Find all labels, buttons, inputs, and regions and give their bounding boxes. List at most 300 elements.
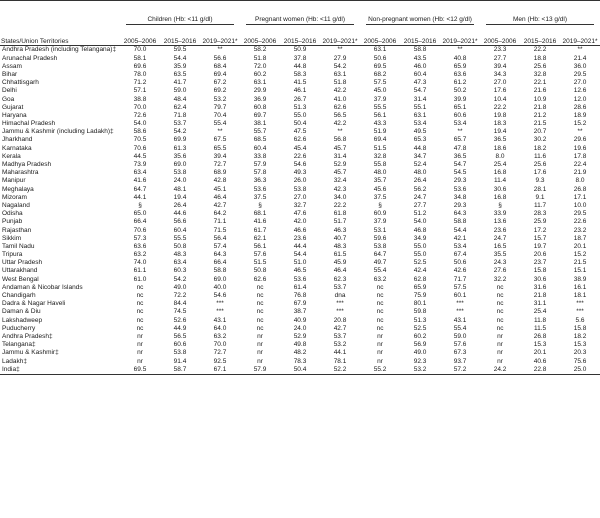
value-cell: 20.1 — [573, 242, 587, 250]
value-cell: 60.4 — [253, 144, 267, 152]
value-cell: 72.7 — [213, 161, 227, 169]
value-cell: 62.1 — [253, 234, 267, 242]
value-cell: 36.5 — [493, 136, 507, 144]
table-row — [0, 243, 600, 251]
table-row — [0, 218, 600, 226]
value-cell: 44.6 — [173, 210, 187, 218]
value-cell: 42.1 — [453, 234, 467, 242]
value-cell: 8.0 — [575, 177, 585, 185]
value-cell: 63.6 — [453, 70, 467, 78]
table-row — [0, 251, 600, 259]
year-header: 2019–2021* — [560, 25, 600, 46]
state-name-cell: Kerala — [2, 152, 21, 160]
value-cell: 43.1 — [453, 316, 467, 324]
value-cell: 25.0 — [560, 365, 600, 374]
state-name-cell: Meghalaya — [2, 185, 34, 193]
value-cell: 58.6 — [133, 128, 147, 136]
value-cell: nr — [377, 332, 383, 340]
value-cell: 17.1 — [573, 193, 587, 201]
table-row — [0, 283, 600, 291]
value-cell: 21.5 — [533, 120, 547, 128]
state-name-cell: Puducherry — [2, 324, 36, 332]
value-cell: 19.7 — [533, 242, 547, 250]
value-cell: 28.6 — [573, 103, 587, 111]
value-cell: 58.1 — [133, 54, 147, 62]
value-cell: 45.1 — [213, 185, 227, 193]
value-cell: 24.7 — [413, 193, 427, 201]
value-cell: 25.4 — [493, 161, 507, 169]
state-name-cell: Ladakh‡ — [2, 357, 27, 365]
state-name-cell: Jammu & Kashmir (including Ladakh)‡ — [2, 128, 114, 136]
table-row — [0, 112, 600, 120]
value-cell: 42.2 — [333, 87, 347, 95]
value-cell: 10.4 — [493, 95, 507, 103]
value-cell: 48.3 — [173, 251, 187, 259]
table-row — [0, 46, 600, 55]
value-cell: 15.3 — [533, 341, 547, 349]
value-cell: 65.5 — [213, 144, 227, 152]
value-cell: 29.6 — [573, 136, 587, 144]
year-header-row — [0, 25, 600, 46]
value-cell: nr — [137, 349, 143, 357]
value-cell: 93.7 — [453, 357, 467, 365]
value-cell: nc — [136, 324, 144, 332]
value-cell: 76.8 — [293, 292, 307, 300]
value-cell: nc — [376, 308, 384, 316]
year-header: 2015–2016 — [280, 25, 320, 46]
value-cell: 61.3 — [173, 144, 187, 152]
state-name-cell: Madhya Pradesh — [2, 161, 52, 169]
value-cell: 70.0 — [213, 341, 227, 349]
value-cell: 80.1 — [413, 300, 427, 308]
value-cell: 41.6 — [133, 177, 147, 185]
value-cell: 50.6 — [373, 54, 387, 62]
value-cell: 70.6 — [133, 226, 147, 234]
value-cell: 56.1 — [253, 242, 267, 250]
value-cell: 69.7 — [253, 111, 267, 119]
table-row — [0, 365, 600, 374]
value-cell: 35.7 — [373, 177, 387, 185]
value-cell: 34.7 — [413, 152, 427, 160]
value-cell: 69.9 — [173, 136, 187, 144]
value-cell: 53.4 — [453, 120, 467, 128]
value-cell: 58.2 — [253, 46, 267, 54]
value-cell: 54.6 — [213, 292, 227, 300]
value-cell: 25.6 — [533, 161, 547, 169]
table-row — [0, 210, 600, 218]
value-cell: 69.2 — [213, 87, 227, 95]
table-row — [0, 341, 600, 349]
value-cell: 61.8 — [333, 210, 347, 218]
value-cell: 16.1 — [573, 283, 587, 291]
value-cell: 42.7 — [213, 201, 227, 209]
value-cell: 17.6 — [493, 87, 507, 95]
value-cell: 71.1 — [213, 218, 227, 226]
group-header-pregnant-women: Pregnant women (Hb: <11 g/dl) — [240, 1, 360, 26]
year-header: 2019–2021* — [320, 25, 360, 46]
value-cell: 31.4 — [333, 152, 347, 160]
value-cell: 29.9 — [253, 87, 267, 95]
value-cell: 30.2 — [533, 136, 547, 144]
value-cell: 23.6 — [493, 226, 507, 234]
value-cell: 55.0 — [293, 111, 307, 119]
value-cell: 53.4 — [413, 120, 427, 128]
value-cell: 36.0 — [573, 62, 587, 70]
value-cell: 60.1 — [453, 292, 467, 300]
value-cell: 78.0 — [133, 70, 147, 78]
value-cell: nr — [497, 357, 503, 365]
value-cell: 67.3 — [453, 349, 467, 357]
value-cell: 19.6 — [573, 144, 587, 152]
value-cell: 11.4 — [493, 177, 507, 185]
value-cell: 63.1 — [253, 79, 267, 87]
table-row — [0, 275, 600, 283]
value-cell: nc — [496, 283, 504, 291]
value-cell: 68.9 — [213, 169, 227, 177]
value-cell: *** — [576, 300, 584, 308]
value-cell: 15.8 — [573, 324, 587, 332]
value-cell: 15.7 — [533, 234, 547, 242]
value-cell: ** — [337, 128, 343, 136]
value-cell: 53.8 — [173, 349, 187, 357]
table-row — [0, 177, 600, 185]
value-cell: 11.5 — [533, 324, 547, 332]
table-row — [0, 202, 600, 210]
value-cell: 18.7 — [573, 234, 587, 242]
value-cell: 33.8 — [253, 152, 267, 160]
value-cell: nc — [376, 316, 384, 324]
value-cell: 22.8 — [520, 365, 560, 374]
table-row — [0, 71, 600, 79]
value-cell: 25.4 — [533, 308, 547, 316]
table-row — [0, 267, 600, 275]
value-cell: 91.4 — [173, 357, 187, 365]
value-cell: § — [258, 201, 262, 209]
value-cell: 32.2 — [493, 275, 507, 283]
value-cell: 60.4 — [173, 226, 187, 234]
value-cell: 25.9 — [533, 218, 547, 226]
year-header: 2005–2006 — [480, 25, 520, 46]
value-cell: 34.8 — [453, 193, 467, 201]
value-cell: 64.7 — [133, 185, 147, 193]
year-header: 2015–2016 — [520, 25, 560, 46]
value-cell: 11.6 — [533, 152, 547, 160]
value-cell: 92.3 — [413, 357, 427, 365]
value-cell: 53.2 — [333, 341, 347, 349]
value-cell: 47.6 — [293, 210, 307, 218]
value-cell: 54.2 — [173, 128, 187, 136]
value-cell: 27.0 — [493, 79, 507, 87]
table-row — [0, 292, 600, 300]
value-cell: 39.9 — [453, 95, 467, 103]
state-name-cell: Andhra Pradesh (including Telangana)‡ — [2, 46, 117, 54]
value-cell: 45.0 — [373, 87, 387, 95]
value-cell: dna — [334, 292, 346, 300]
value-cell: 60.4 — [413, 70, 427, 78]
year-header: 2019–2021* — [200, 25, 240, 46]
value-cell: 46.4 — [333, 267, 347, 275]
value-cell: 58.8 — [213, 267, 227, 275]
value-cell: 53.8 — [373, 242, 387, 250]
table-row — [0, 128, 600, 136]
value-cell: nc — [136, 300, 144, 308]
value-cell: 44.1 — [133, 193, 147, 201]
value-cell: 47.8 — [453, 144, 467, 152]
value-cell: 63.4 — [133, 169, 147, 177]
value-cell: 84.4 — [173, 300, 187, 308]
value-cell: ** — [457, 46, 463, 54]
state-name-cell: Goa — [2, 95, 15, 103]
value-cell: 51.8 — [333, 79, 347, 87]
value-cell: 63.6 — [133, 242, 147, 250]
value-cell: nr — [377, 357, 383, 365]
state-name-cell: Rajasthan — [2, 226, 32, 234]
value-cell: 64.3 — [213, 251, 227, 259]
value-cell: 27.9 — [333, 54, 347, 62]
value-cell: 21.5 — [573, 259, 587, 267]
value-cell: 54.2 — [333, 62, 347, 70]
value-cell: 48.3 — [333, 242, 347, 250]
value-cell: 46.8 — [413, 226, 427, 234]
value-cell: 55.0 — [413, 251, 427, 259]
value-cell: 36.5 — [453, 152, 467, 160]
value-cell: 49.0 — [413, 349, 427, 357]
value-cell: 51.5 — [373, 144, 387, 152]
state-name-cell: Uttarakhand — [2, 267, 38, 275]
value-cell: 62.8 — [413, 275, 427, 283]
table-row — [0, 62, 600, 70]
value-cell: 60.8 — [253, 103, 267, 111]
value-cell: 54.5 — [453, 169, 467, 177]
state-name-cell: Tamil Nadu — [2, 242, 35, 250]
value-cell: 41.0 — [333, 95, 347, 103]
value-cell: 45.4 — [293, 144, 307, 152]
value-cell: 18.2 — [573, 332, 587, 340]
value-cell: 56.9 — [413, 341, 427, 349]
value-cell: 55.2 — [360, 365, 400, 374]
value-cell: 79.7 — [213, 103, 227, 111]
value-cell: 49.3 — [293, 169, 307, 177]
table-row — [0, 161, 600, 169]
value-cell: 53.1 — [373, 226, 387, 234]
state-name-cell: Tripura — [2, 251, 23, 259]
value-cell: 73.9 — [133, 161, 147, 169]
value-cell: nc — [136, 316, 144, 324]
year-header: 2005–2006 — [360, 25, 400, 46]
value-cell: 49.8 — [293, 341, 307, 349]
value-cell: 56.2 — [413, 185, 427, 193]
value-cell: 11.8 — [533, 316, 547, 324]
value-cell: 44.8 — [413, 144, 427, 152]
value-cell: 65.9 — [413, 283, 427, 291]
table-row — [0, 79, 600, 87]
value-cell: 55.1 — [413, 103, 427, 111]
value-cell: *** — [456, 308, 464, 316]
value-cell: 29.5 — [573, 70, 587, 78]
value-cell: 57.5 — [373, 79, 387, 87]
value-cell: 17.2 — [533, 226, 547, 234]
value-cell: 18.9 — [573, 111, 587, 119]
value-cell: 65.1 — [453, 103, 467, 111]
value-cell: 60.6 — [453, 111, 467, 119]
value-cell: 53.8 — [293, 185, 307, 193]
value-cell: 64.7 — [373, 251, 387, 259]
value-cell: 52.5 — [413, 259, 427, 267]
value-cell: 50.4 — [280, 365, 320, 374]
value-cell: 44.1 — [333, 349, 347, 357]
table-row — [0, 169, 600, 177]
table-row — [0, 185, 600, 193]
value-cell: 39.4 — [493, 62, 507, 70]
value-cell: 18.1 — [573, 292, 587, 300]
value-cell: nr — [377, 349, 383, 357]
value-cell: 27.7 — [413, 201, 427, 209]
value-cell: 53.7 — [333, 283, 347, 291]
value-cell: 51.9 — [373, 128, 387, 136]
value-cell: 67.4 — [453, 251, 467, 259]
value-cell: 16.8 — [493, 193, 507, 201]
value-cell: 63.2 — [213, 332, 227, 340]
value-cell: 54.4 — [453, 226, 467, 234]
value-cell: 61.4 — [293, 283, 307, 291]
value-cell: 36.9 — [253, 95, 267, 103]
value-cell: § — [498, 201, 502, 209]
value-cell: 26.7 — [293, 95, 307, 103]
value-cell: 19.4 — [173, 193, 187, 201]
value-cell: 23.7 — [533, 259, 547, 267]
state-name-cell: Dadra & Nagar Haveli — [2, 300, 66, 308]
value-cell: 65.3 — [413, 136, 427, 144]
value-cell: 37.9 — [373, 95, 387, 103]
value-cell: 15.2 — [573, 251, 587, 259]
value-cell: 70.0 — [133, 103, 147, 111]
value-cell: 16.5 — [493, 242, 507, 250]
value-cell: 22.2 — [333, 201, 347, 209]
value-cell: 60.9 — [373, 210, 387, 218]
table-row — [0, 300, 600, 308]
value-cell: 38.1 — [253, 120, 267, 128]
table-row — [0, 152, 600, 160]
table-row — [0, 87, 600, 95]
state-name-cell: Daman & Diu — [2, 308, 41, 316]
value-cell: § — [378, 201, 382, 209]
state-name-cell: Telangana‡ — [2, 341, 36, 349]
value-cell: 43.1 — [213, 316, 227, 324]
table-row — [0, 308, 600, 316]
value-cell: 71.2 — [133, 79, 147, 87]
value-cell: 71.7 — [453, 275, 467, 283]
value-cell: 63.1 — [373, 46, 387, 54]
value-cell: *** — [336, 300, 344, 308]
value-cell: 69.4 — [213, 70, 227, 78]
value-cell: 48.1 — [173, 185, 187, 193]
value-cell: 18.3 — [493, 120, 507, 128]
value-cell: 56.5 — [173, 332, 187, 340]
state-name-cell: Punjab — [2, 218, 23, 226]
value-cell: 53.4 — [453, 242, 467, 250]
value-cell: 11.7 — [533, 201, 547, 209]
value-cell: 72.2 — [173, 292, 187, 300]
state-name-cell: Andaman & Nicobar Islands — [2, 283, 83, 291]
value-cell: 35.6 — [173, 152, 187, 160]
value-cell: 26.8 — [533, 332, 547, 340]
value-cell: 67.1 — [200, 365, 240, 374]
value-cell: 34.9 — [413, 234, 427, 242]
value-cell: 45.7 — [333, 144, 347, 152]
value-cell: 75.6 — [573, 357, 587, 365]
value-cell: 53.8 — [173, 169, 187, 177]
value-cell: ** — [217, 128, 223, 136]
value-cell: 36.3 — [253, 177, 267, 185]
value-cell: 52.6 — [173, 316, 187, 324]
value-cell: 45.7 — [333, 169, 347, 177]
value-cell: 49.5 — [413, 128, 427, 136]
value-cell: 60.3 — [173, 267, 187, 275]
table-row — [0, 234, 600, 242]
state-name-cell: Assam — [2, 62, 22, 70]
value-cell: 61.1 — [133, 267, 147, 275]
value-cell: 55.4 — [453, 324, 467, 332]
value-cell: 61.5 — [333, 251, 347, 259]
value-cell: 62.4 — [173, 103, 187, 111]
state-name-cell: Manipur — [2, 177, 26, 185]
value-cell: 12.6 — [573, 87, 587, 95]
value-cell: 57.9 — [253, 161, 267, 169]
value-cell: 31.4 — [413, 95, 427, 103]
value-cell: 24.2 — [480, 365, 520, 374]
value-cell: 60.2 — [413, 332, 427, 340]
value-cell: 57.6 — [453, 341, 467, 349]
value-cell: 52.2 — [320, 365, 360, 374]
value-cell: 22.6 — [573, 218, 587, 226]
state-name-cell: Sikkim — [2, 234, 22, 242]
value-cell: 51.5 — [253, 259, 267, 267]
value-cell: 59.0 — [453, 332, 467, 340]
table-row — [0, 95, 600, 103]
value-cell: 58.3 — [293, 70, 307, 78]
value-cell: 54.7 — [453, 161, 467, 169]
value-cell: 70.6 — [133, 144, 147, 152]
value-cell: 17.8 — [573, 152, 587, 160]
value-cell: 37.5 — [373, 193, 387, 201]
value-cell: nr — [137, 357, 143, 365]
state-name-cell: Mizoram — [2, 193, 27, 201]
value-cell: 74.0 — [133, 259, 147, 267]
value-cell: nr — [257, 349, 263, 357]
value-cell: 35.5 — [493, 251, 507, 259]
value-cell: 63.2 — [133, 251, 147, 259]
state-name-cell: Bihar — [2, 70, 18, 78]
value-cell: 34.3 — [493, 70, 507, 78]
value-cell: 65.7 — [453, 136, 467, 144]
value-cell: 50.8 — [173, 242, 187, 250]
value-cell: 50.8 — [253, 267, 267, 275]
value-cell: 53.6 — [293, 275, 307, 283]
value-cell: ** — [337, 46, 343, 54]
year-header: 2015–2016 — [160, 25, 200, 46]
value-cell: nc — [136, 308, 144, 316]
table-row — [0, 259, 600, 267]
value-cell: 56.6 — [213, 54, 227, 62]
value-cell: 63.2 — [373, 275, 387, 283]
value-cell: 31.1 — [533, 300, 547, 308]
value-cell: 66.4 — [213, 259, 227, 267]
value-cell: 31.6 — [533, 283, 547, 291]
value-cell: 57.2 — [440, 365, 480, 374]
value-cell: nc — [496, 316, 504, 324]
value-cell: 57.1 — [133, 87, 147, 95]
group-header-non-pregnant-women: Non-pregnant women (Hb: <12 g/dl) — [360, 1, 480, 26]
